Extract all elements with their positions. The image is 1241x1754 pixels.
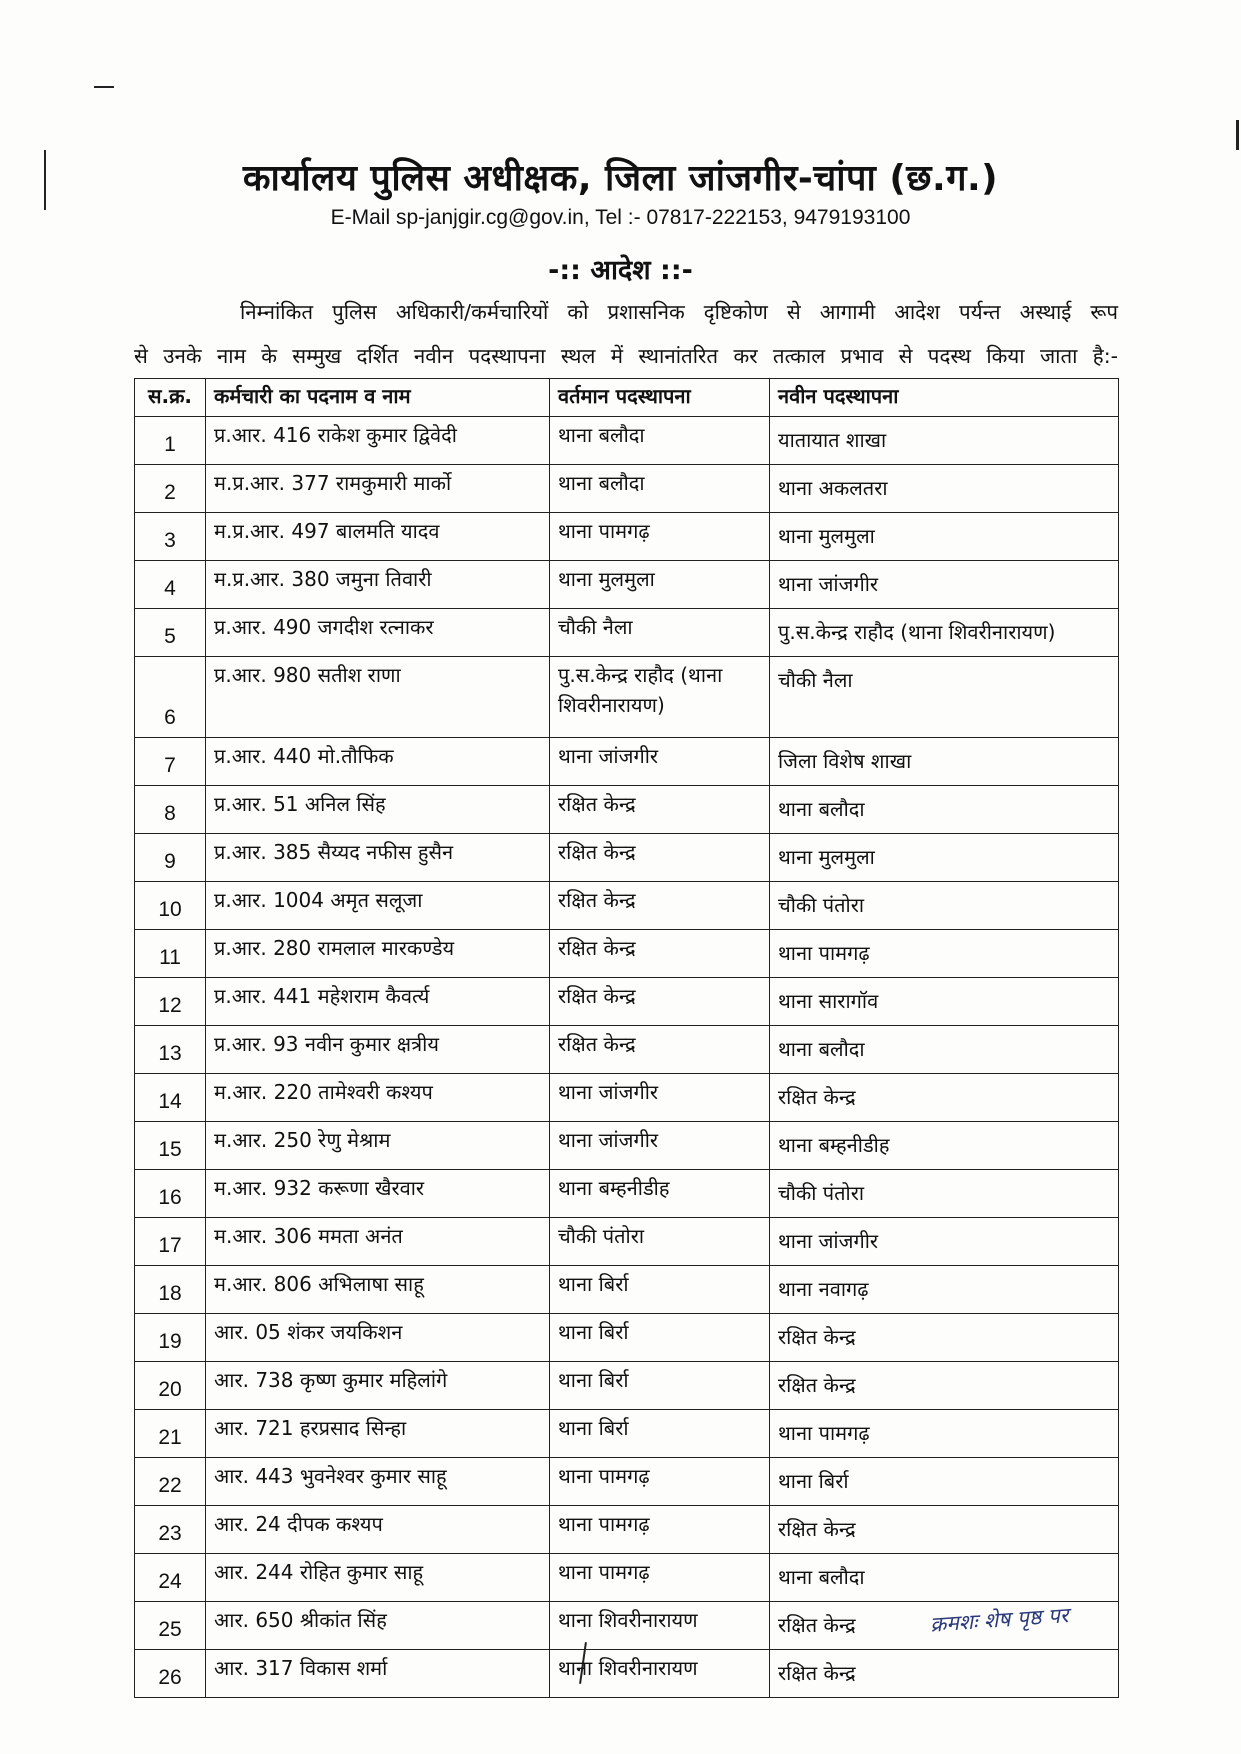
current-posting-cell: थाना बम्हनीडीह (550, 1170, 770, 1218)
table-row (135, 417, 1119, 465)
new-posting-cell: यातायात शाखा (770, 417, 1119, 465)
table-row (135, 1218, 1119, 1266)
table-row (135, 657, 1119, 738)
serial-cell: 17 (135, 1218, 206, 1266)
employee-cell: प्र.आर. 385 सैय्यद नफीस हुसैन (206, 834, 550, 882)
table-row (135, 1026, 1119, 1074)
table-row (135, 513, 1119, 561)
table-row (135, 1266, 1119, 1314)
new-posting-cell: थाना बलौदा (770, 1026, 1119, 1074)
current-posting-cell: थाना जांजगीर (550, 738, 770, 786)
new-posting-cell: रक्षित केन्द्र (770, 1362, 1119, 1410)
table-row (135, 1314, 1119, 1362)
scan-mark (94, 86, 114, 88)
table-row (135, 738, 1119, 786)
header-name: कर्मचारी का पदनाम व नाम (206, 379, 550, 417)
current-posting-cell: थाना शिवरीनारायण (550, 1650, 770, 1698)
table-row (135, 561, 1119, 609)
new-posting-cell: थाना सारागॉव (770, 978, 1119, 1026)
current-posting-cell: पु.स.केन्द्र राहौद (थाना शिवरीनारायण) (550, 657, 770, 738)
new-posting-cell: थाना बलौदा (770, 786, 1119, 834)
employee-cell: प्र.आर. 51 अनिल सिंह (206, 786, 550, 834)
employee-cell: म.प्र.आर. 497 बालमति यादव (206, 513, 550, 561)
new-posting-cell: रक्षित केन्द्र (770, 1602, 1119, 1650)
scan-mark (1236, 120, 1239, 150)
table-row (135, 1458, 1119, 1506)
serial-cell: 26 (135, 1650, 206, 1698)
new-posting-cell: थाना जांजगीर (770, 561, 1119, 609)
continued-note: क्रमशः शेष पृष्ठ पर (929, 1603, 1070, 1637)
contact-line: E-Mail sp-janjgir.cg@gov.in, Tel :- 07817-222153, 9479193100 (330, 206, 911, 229)
intro-paragraph (134, 290, 1118, 378)
employee-cell: आर. 244 रोहित कुमार साहू (206, 1554, 550, 1602)
new-posting-cell: थाना मुलमुला (770, 834, 1119, 882)
new-posting-cell: थाना अकलतरा (770, 465, 1119, 513)
serial-cell: 7 (135, 738, 206, 786)
employee-cell: म.आर. 220 तामेश्वरी कश्यप (206, 1074, 550, 1122)
current-posting-cell: थाना बिर्रा (550, 1410, 770, 1458)
transfer-table (134, 378, 1119, 1698)
table-row (135, 834, 1119, 882)
employee-cell: प्र.आर. 980 सतीश राणा (206, 657, 550, 738)
employee-cell: प्र.आर. 441 महेशराम कैवर्त्य (206, 978, 550, 1026)
table-row (135, 930, 1119, 978)
new-posting-cell: थाना मुलमुला (770, 513, 1119, 561)
employee-cell: आर. 317 विकास शर्मा (206, 1650, 550, 1698)
employee-cell: म.आर. 306 ममता अनंत (206, 1218, 550, 1266)
serial-cell: 25 (135, 1602, 206, 1650)
serial-cell: 12 (135, 978, 206, 1026)
current-posting-cell: थाना पामगढ़ (550, 513, 770, 561)
table-row (135, 882, 1119, 930)
table-header-row (135, 379, 1119, 417)
intro-line-2: से उनके नाम के सम्मुख दर्शित नवीन पदस्थापना स्थल में स्थानांतरित कर तत्काल प्रभाव से पदस्थ किया जाता है:- (134, 344, 1118, 368)
serial-cell: 9 (135, 834, 206, 882)
table-row (135, 609, 1119, 657)
table-row (135, 1554, 1119, 1602)
new-posting-cell: चौकी पंतोरा (770, 1170, 1119, 1218)
employee-cell: प्र.आर. 1004 अमृत सलूजा (206, 882, 550, 930)
table-row (135, 978, 1119, 1026)
serial-cell: 5 (135, 609, 206, 657)
current-posting-cell: थाना पामगढ़ (550, 1458, 770, 1506)
current-posting-cell: थाना पामगढ़ (550, 1506, 770, 1554)
serial-cell: 19 (135, 1314, 206, 1362)
employee-cell: म.प्र.आर. 380 जमुना तिवारी (206, 561, 550, 609)
header-new-posting: नवीन पदस्थापना (770, 379, 1119, 417)
new-posting-cell: थाना पामगढ़ (770, 930, 1119, 978)
employee-cell: आर. 24 दीपक कश्यप (206, 1506, 550, 1554)
new-posting-cell: रक्षित केन्द्र (770, 1074, 1119, 1122)
table-row (135, 1074, 1119, 1122)
current-posting-cell: थाना बलौदा (550, 465, 770, 513)
table-row (135, 1650, 1119, 1698)
table-row (135, 1170, 1119, 1218)
serial-cell: 2 (135, 465, 206, 513)
new-posting-cell: थाना बिर्रा (770, 1458, 1119, 1506)
current-posting-cell: चौकी नैला (550, 609, 770, 657)
employee-cell: प्र.आर. 440 मो.तौफिक (206, 738, 550, 786)
new-posting-cell: चौकी पंतोरा (770, 882, 1119, 930)
current-posting-cell: रक्षित केन्द्र (550, 978, 770, 1026)
new-posting-cell: जिला विशेष शाखा (770, 738, 1119, 786)
new-posting-cell: थाना जांजगीर (770, 1218, 1119, 1266)
serial-cell: 18 (135, 1266, 206, 1314)
serial-cell: 21 (135, 1410, 206, 1458)
table-row (135, 1122, 1119, 1170)
serial-cell: 1 (135, 417, 206, 465)
new-posting-cell: रक्षित केन्द्र (770, 1650, 1119, 1698)
serial-cell: 13 (135, 1026, 206, 1074)
table-body (135, 417, 1119, 1698)
employee-cell: आर. 05 शंकर जयकिशन (206, 1314, 550, 1362)
current-posting-cell: थाना बिर्रा (550, 1362, 770, 1410)
current-posting-cell: थाना जांजगीर (550, 1122, 770, 1170)
employee-cell: म.आर. 806 अभिलाषा साहू (206, 1266, 550, 1314)
current-posting-cell: थाना पामगढ़ (550, 1554, 770, 1602)
serial-cell: 11 (135, 930, 206, 978)
employee-cell: म.आर. 932 करूणा खैरवार (206, 1170, 550, 1218)
serial-cell: 23 (135, 1506, 206, 1554)
new-posting-cell: रक्षित केन्द्र (770, 1314, 1119, 1362)
current-posting-cell: रक्षित केन्द्र (550, 882, 770, 930)
current-posting-cell: थाना बलौदा (550, 417, 770, 465)
new-posting-cell: थाना नवागढ़ (770, 1266, 1119, 1314)
current-posting-cell: थाना बिर्रा (550, 1314, 770, 1362)
current-posting-cell: चौकी पंतोरा (550, 1218, 770, 1266)
new-posting-cell: चौकी नैला (770, 657, 1119, 738)
header-serial: स.क्र. (135, 379, 206, 417)
employee-cell: प्र.आर. 416 राकेश कुमार द्विवेदी (206, 417, 550, 465)
serial-cell: 22 (135, 1458, 206, 1506)
new-posting-cell: पु.स.केन्द्र राहौद (थाना शिवरीनारायण) (770, 609, 1119, 657)
serial-cell: 16 (135, 1170, 206, 1218)
table-row (135, 786, 1119, 834)
order-heading: -:: आदेश ::- (548, 255, 693, 286)
current-posting-cell: रक्षित केन्द्र (550, 930, 770, 978)
serial-cell: 15 (135, 1122, 206, 1170)
serial-cell: 10 (135, 882, 206, 930)
employee-cell: म.आर. 250 रेणु मेश्राम (206, 1122, 550, 1170)
table-row (135, 1410, 1119, 1458)
table-row (135, 1362, 1119, 1410)
table-row (135, 1506, 1119, 1554)
serial-cell: 4 (135, 561, 206, 609)
current-posting-cell: थाना मुलमुला (550, 561, 770, 609)
serial-cell: 8 (135, 786, 206, 834)
serial-cell: 20 (135, 1362, 206, 1410)
new-posting-cell: थाना बलौदा (770, 1554, 1119, 1602)
office-title: कार्यालय पुलिस अधीक्षक, जिला जांजगीर-चांपा (छ.ग.) (242, 158, 999, 199)
serial-cell: 24 (135, 1554, 206, 1602)
employee-cell: प्र.आर. 280 रामलाल मारकण्डेय (206, 930, 550, 978)
current-posting-cell: थाना जांजगीर (550, 1074, 770, 1122)
current-posting-cell: थाना बिर्रा (550, 1266, 770, 1314)
header-current-posting: वर्तमान पदस्थापना (550, 379, 770, 417)
employee-cell: म.प्र.आर. 377 रामकुमारी मार्को (206, 465, 550, 513)
employee-cell: आर. 650 श्रीकांत सिंह (206, 1602, 550, 1650)
serial-cell: 14 (135, 1074, 206, 1122)
new-posting-cell: थाना बम्हनीडीह (770, 1122, 1119, 1170)
new-posting-cell: थाना पामगढ़ (770, 1410, 1119, 1458)
employee-cell: आर. 738 कृष्ण कुमार महिलांगे (206, 1362, 550, 1410)
current-posting-cell: थाना शिवरीनारायण (550, 1602, 770, 1650)
employee-cell: प्र.आर. 490 जगदीश रत्नाकर (206, 609, 550, 657)
employee-cell: आर. 721 हरप्रसाद सिन्हा (206, 1410, 550, 1458)
current-posting-cell: रक्षित केन्द्र (550, 786, 770, 834)
table-row (135, 465, 1119, 513)
current-posting-cell: रक्षित केन्द्र (550, 1026, 770, 1074)
new-posting-cell: रक्षित केन्द्र (770, 1506, 1119, 1554)
current-posting-cell: रक्षित केन्द्र (550, 834, 770, 882)
employee-cell: प्र.आर. 93 नवीन कुमार क्षत्रीय (206, 1026, 550, 1074)
intro-line-1: निम्नांकित पुलिस अधिकारी/कर्मचारियों को प्रशासनिक दृष्टिकोण से आगामी आदेश पर्यन्त अस्थाई रूप (240, 300, 1118, 324)
employee-cell: आर. 443 भुवनेश्वर कुमार साहू (206, 1458, 550, 1506)
serial-cell: 3 (135, 513, 206, 561)
serial-cell: 6 (135, 657, 206, 738)
